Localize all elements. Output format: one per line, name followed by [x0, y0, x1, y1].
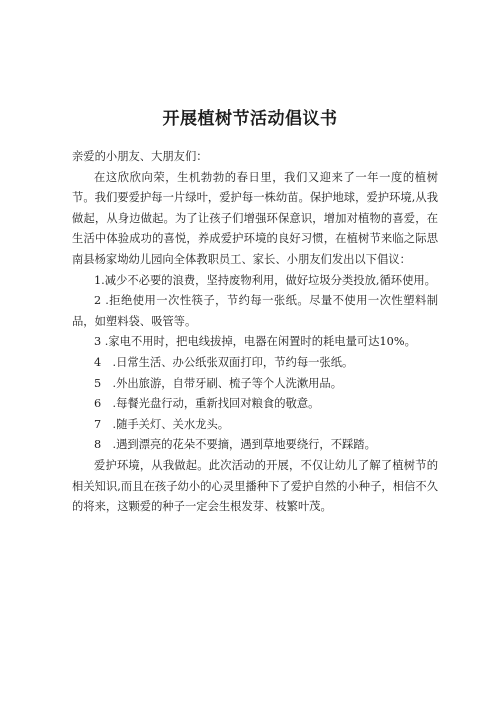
document-body [72, 147, 438, 518]
proposal-item-4: 4 .日常生活、办公纸张双面打印，节约每一张纸。 [94, 355, 354, 369]
proposal-item-5: 5 .外出旅游，自带牙刷、梳子等个人洗漱用品。 [94, 376, 343, 390]
salutation: 亲爱的小朋友、大朋友们： [72, 150, 208, 163]
proposal-item-8: 8 .遇到漂亮的花朵不要摘，遇到草地要绕行，不踩踏。 [94, 438, 376, 452]
document-title: 开展植树节活动倡议书 [162, 109, 338, 129]
proposal-item-2: 2 .拒绝使用一次性筷子，节约每一张纸。尽量不使用一次性塑料制品，如塑料袋、吸管等。 [72, 294, 438, 328]
intro-paragraph: 在这欣欣向荣，生机勃勃的春日里，我们又迎来了一年一度的植树节。我们要爱护每一片绿叶，爱护每一株幼苗。保护地球，爱护环境,从我做起，从身边做起。为了让孩子们增强环保意识，增加对植物的喜爱，在生活中体验成功的喜悦，养成爱护环境的良好习惯，在植树节来临之际思南县杨家坳幼儿园向全体教职员工、家长、小朋友们发出以下倡议： [72, 170, 438, 266]
proposal-item-1: 1.减少不必要的浪费，坚持废物利用，做好垃圾分类投放,循环使用。 [94, 273, 436, 287]
proposal-item-3: 3 .家电不用时，把电线拔掉，电器在闲置时的耗电量可达10%。 [94, 335, 416, 349]
closing-paragraph: 爱护环境，从我做起。此次活动的开展，不仅让幼儿了解了植树节的相关知识,而且在孩子幼小的心灵里播种下了爱护自然的小种子，相信不久的将来，这颗爱的种子一定会生根发芽、枝繁叶茂。 [72, 458, 438, 514]
proposal-item-7: 7 .随手关灯、关水龙头。 [94, 417, 230, 431]
proposal-item-6: 6 .每餐光盘行动，重新找回对粮食的敬意。 [94, 397, 320, 411]
